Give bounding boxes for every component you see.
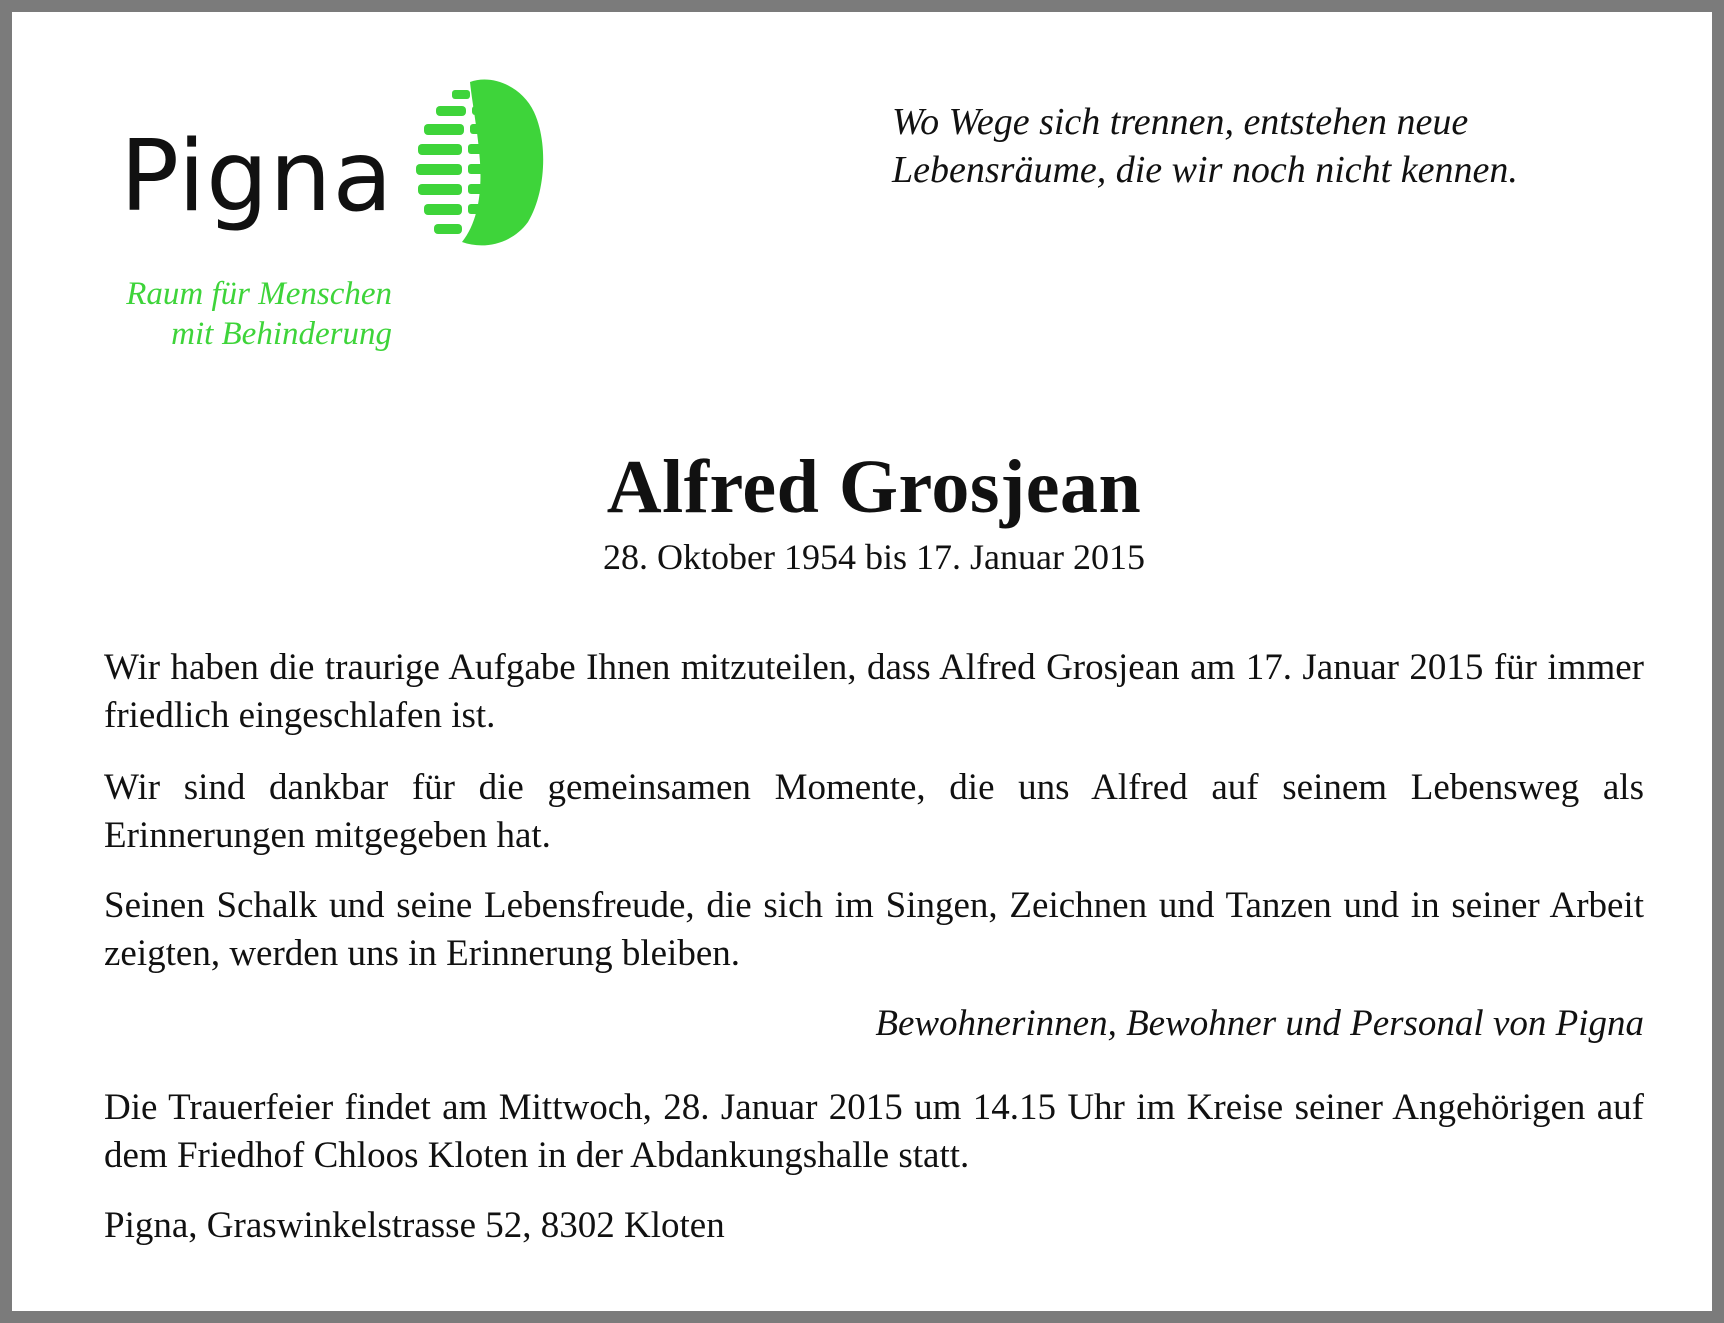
paragraph-ceremony: Die Trauerfeier findet am Mittwoch, 28. Januar 2015 um 14.15 Uhr im Kreise seiner Angehörigen auf dem Friedhof Chloos Kloten in der Abdankungshalle statt.: [104, 1087, 1644, 1176]
logo-tagline: [102, 274, 392, 354]
address: Pigna, Graswinkelstrasse 52, 8302 Kloten: [104, 1205, 725, 1246]
motto-line2: Lebensräume, die wir noch nicht kennen.: [892, 149, 1518, 191]
pine-cone-icon: [412, 72, 552, 252]
paragraph-announcement: Wir haben die traurige Aufgabe Ihnen mitzuteilen, dass Alfred Grosjean am 17. Januar 2015 für immer friedlich eingeschlafen ist.: [104, 647, 1644, 736]
deceased-name: Alfred Grosjean: [606, 445, 1142, 529]
paragraph-memories: Seinen Schalk und seine Lebensfreude, die sich im Singen, Zeichnen und Tanzen und in seiner Arbeit zeigten, werden uns in Erinnerung bleiben.: [104, 885, 1644, 974]
obituary-page: [12, 12, 1712, 1311]
paragraph-gratitude: Wir sind dankbar für die gemeinsamen Momente, die uns Alfred auf seinem Lebensweg als Erinnerungen mitgegeben hat.: [104, 767, 1644, 856]
logo-wordmark: Pigna: [120, 120, 394, 234]
signature: Bewohnerinnen, Bewohner und Personal von Pigna: [875, 1003, 1644, 1044]
pigna-logo: [12, 12, 612, 372]
motto: [892, 98, 1518, 194]
logo-tagline-line1: Raum für Menschen: [126, 276, 392, 312]
motto-line1: Wo Wege sich trennen, entstehen neue: [892, 101, 1469, 143]
logo-tagline-line2: mit Behinderung: [171, 316, 392, 352]
life-dates: 28. Oktober 1954 bis 17. Januar 2015: [603, 537, 1145, 577]
